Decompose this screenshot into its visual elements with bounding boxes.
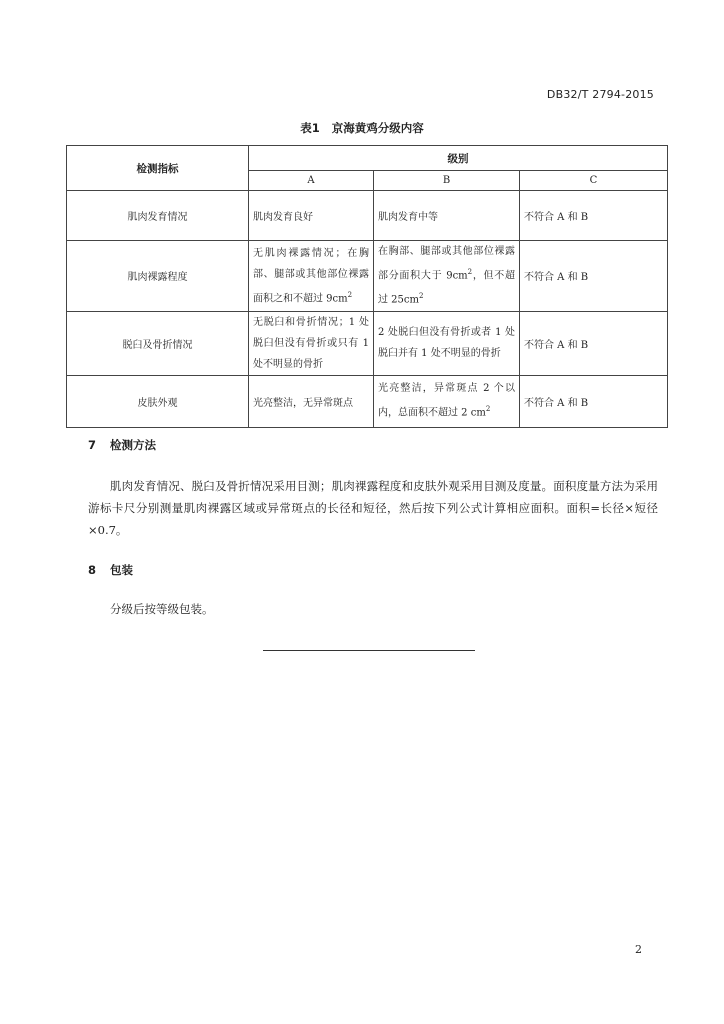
table-caption-number: 表1 — [300, 121, 320, 135]
superscript: 2 — [467, 268, 473, 276]
row-grade-a-text: 无肌肉裸露情况；在胸部、腿部或其他部位裸露面积之和不超过 9cm — [253, 247, 369, 304]
table-row — [67, 241, 668, 312]
row-grade-c: 不符合 A 和 B — [520, 191, 668, 241]
row-grade-a — [249, 241, 374, 312]
section-7-body: 肌肉发育情况、脱臼及骨折情况采用目测；肌肉裸露程度和皮肤外观采用目测及度量。面积度量方法为采用游标卡尺分别测量肌肉裸露区域或异常斑点的长径和短径，然后按下列公式计算相应面积。面积=长径×短径×0.7。 — [88, 479, 658, 537]
section-heading-8 — [88, 562, 133, 578]
header-grade-b: B — [374, 171, 520, 191]
row-grade-b-text: 在胸部、腿部或其他部位裸露部分面积大于 9cm — [378, 246, 515, 282]
header-indicator: 检测指标 — [67, 146, 249, 191]
table-caption — [0, 120, 724, 136]
superscript: 2 — [347, 290, 353, 299]
header-grade-c: C — [520, 171, 668, 191]
section-title: 检测方法 — [110, 438, 156, 452]
grading-table — [66, 145, 668, 428]
section-number: 8 — [88, 563, 97, 577]
table-header-row — [67, 146, 668, 171]
row-grade-a: 无脱臼和骨折情况；1 处脱臼但没有骨折或只有 1 处不明显的骨折 — [249, 311, 374, 375]
superscript: 2 — [419, 292, 424, 301]
section-8-body: 分级后按等级包装。 — [110, 602, 214, 616]
table-row — [67, 191, 668, 241]
row-grade-b-text: 光亮整洁，异常斑点 2 个以内，总面积不超过 2 cm — [378, 383, 515, 419]
row-grade-b — [374, 241, 520, 312]
row-grade-b — [374, 375, 520, 427]
row-indicator: 肌肉发育情况 — [67, 191, 249, 241]
row-grade-b-text-2: ，但不超过 25cm — [378, 270, 515, 306]
section-heading-7 — [88, 437, 156, 453]
row-grade-c: 不符合 A 和 B — [520, 311, 668, 375]
row-grade-b: 2 处脱臼但没有骨折或者 1 处脱臼并有 1 处不明显的骨折 — [374, 311, 520, 375]
section-title: 包装 — [110, 563, 133, 577]
row-grade-c: 不符合 A 和 B — [520, 241, 668, 312]
table-caption-title: 京海黄鸡分级内容 — [331, 121, 424, 135]
page-number: 2 — [635, 943, 642, 956]
row-indicator: 肌肉裸露程度 — [67, 241, 249, 312]
row-grade-c: 不符合 A 和 B — [520, 375, 668, 427]
superscript: 2 — [485, 405, 491, 414]
document-code: DB32/T 2794-2015 — [546, 88, 654, 101]
header-grade: 级别 — [249, 146, 668, 171]
row-grade-b: 肌肉发育中等 — [374, 191, 520, 241]
row-indicator: 脱臼及骨折情况 — [67, 311, 249, 375]
row-indicator: 皮肤外观 — [67, 375, 249, 427]
header-grade-a: A — [249, 171, 374, 191]
row-grade-a: 肌肉发育良好 — [249, 191, 374, 241]
table-row — [67, 311, 668, 375]
end-of-document-rule — [263, 650, 475, 651]
table-row — [67, 375, 668, 427]
row-grade-a: 光亮整洁，无异常斑点 — [249, 375, 374, 427]
section-number: 7 — [88, 438, 97, 452]
